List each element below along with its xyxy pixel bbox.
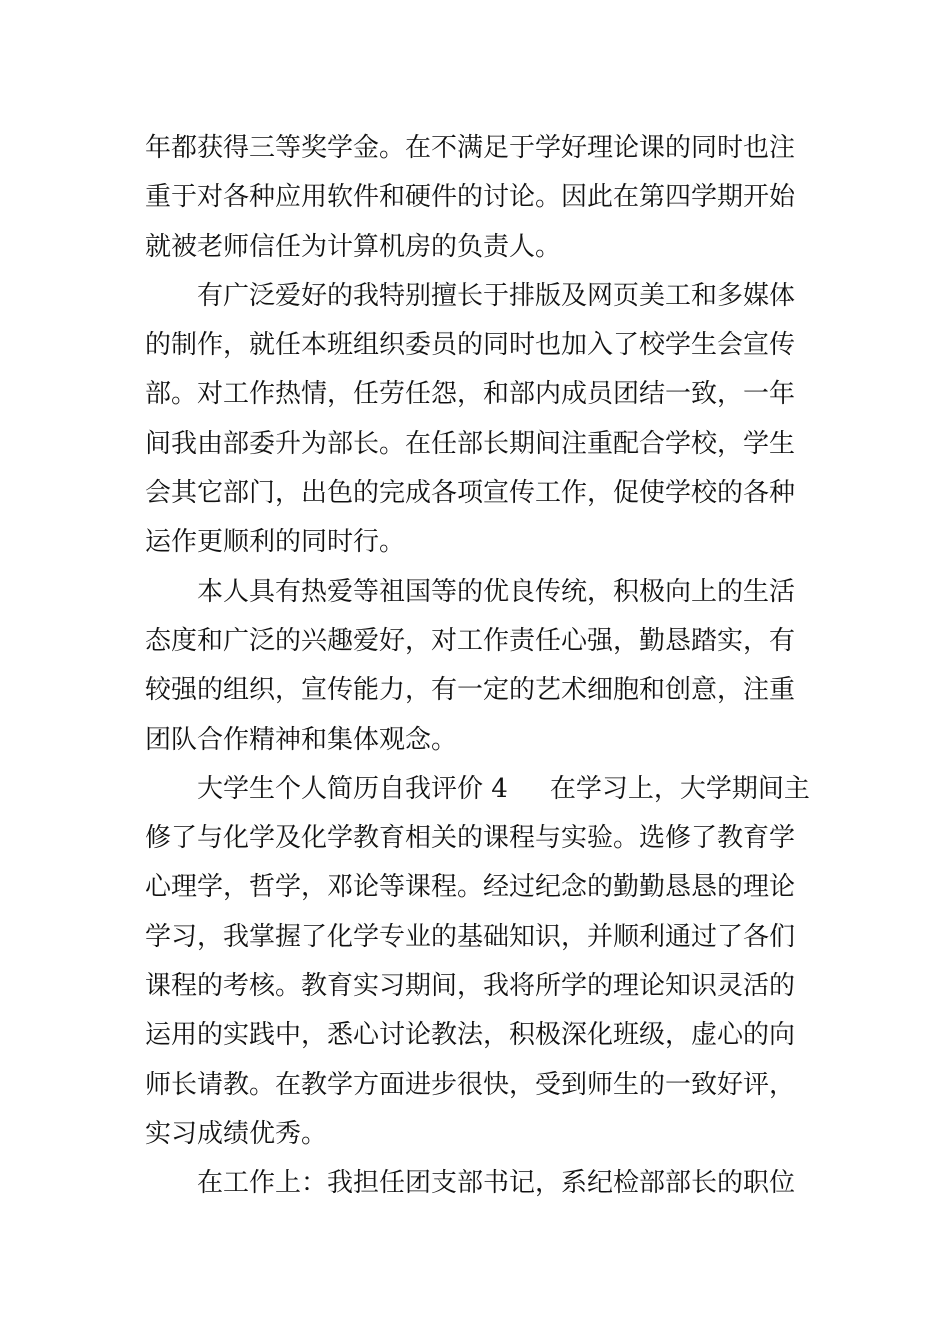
line-text: 部。对工作热情，任劳任怨，和部内成员团结一致，一年 xyxy=(145,379,796,410)
text-line xyxy=(145,568,810,617)
line-text: 的制作，就任本班组织委员的同时也加入了校学生会宣传 xyxy=(145,330,796,361)
line-text-continued: 在学习上，大学期间主 xyxy=(549,773,810,804)
text-line xyxy=(145,765,810,814)
text-line xyxy=(145,666,810,715)
text-line xyxy=(145,617,810,666)
line-text: 修了与化学及化学教育相关的课程与实验。选修了教育学 xyxy=(145,823,796,854)
line-text: 有广泛爱好的我特别擅长于排版及网页美工和多媒体 xyxy=(197,280,796,311)
text-line xyxy=(145,1061,810,1110)
line-text: 实习成绩优秀。 xyxy=(145,1118,328,1149)
line-text: 师长请教。在教学方面进步很快，受到师生的一致好评， xyxy=(145,1069,796,1100)
line-text: 本人具有热爱等祖国等的优良传统，积极向上的生活 xyxy=(197,576,796,607)
line-text: 年都获得三等奖学金。在不满足于学好理论课的同时也注 xyxy=(145,133,796,163)
line-text: 运作更顺利的同时行。 xyxy=(145,527,406,558)
text-line xyxy=(145,962,810,1011)
text-line xyxy=(145,321,810,370)
text-line xyxy=(145,124,810,173)
text-line xyxy=(145,913,810,962)
text-line xyxy=(145,272,810,321)
line-text: 学习，我掌握了化学专业的基础知识，并顺利通过了各们 xyxy=(145,921,796,952)
text-line xyxy=(145,173,810,222)
text-line xyxy=(145,1011,810,1060)
text-line xyxy=(145,1110,810,1159)
text-line xyxy=(145,518,810,567)
line-text: 态度和广泛的兴趣爱好，对工作责任心强，勤恳踏实，有 xyxy=(145,625,796,656)
text-line xyxy=(145,716,810,765)
line-text: 重于对各种应用软件和硬件的讨论。因此在第四学期开始 xyxy=(145,182,796,213)
text-line xyxy=(145,814,810,863)
line-text: 团队合作精神和集体观念。 xyxy=(145,724,458,755)
line-text: 在工作上：我担任团支部书记，系纪检部部长的职位 xyxy=(197,1168,796,1199)
line-text: 大学生个人简历自我评价 4 xyxy=(197,773,508,804)
text-line xyxy=(145,863,810,912)
line-text: 运用的实践中，悉心讨论教法，积极深化班级，虚心的向 xyxy=(145,1020,796,1051)
text-line xyxy=(145,223,810,272)
line-text: 会其它部门，出色的完成各项宣传工作，促使学校的各种 xyxy=(145,478,796,509)
line-text: 课程的考核。教育实习期间，我将所学的理论知识灵活的 xyxy=(145,971,796,1002)
line-text: 间我由部委升为部长。在任部长期间注重配合学校，学生 xyxy=(145,428,796,459)
text-line xyxy=(145,469,810,518)
text-line xyxy=(145,370,810,419)
line-text: 就被老师信任为计算机房的负责人。 xyxy=(145,231,562,262)
line-text: 较强的组织，宣传能力，有一定的艺术细胞和创意，注重 xyxy=(145,675,796,706)
document-body xyxy=(145,124,810,1209)
line-text: 心理学，哲学，邓论等课程。经过纪念的勤勤恳恳的理论 xyxy=(145,872,796,903)
text-line xyxy=(145,1159,810,1208)
text-line xyxy=(145,420,810,469)
